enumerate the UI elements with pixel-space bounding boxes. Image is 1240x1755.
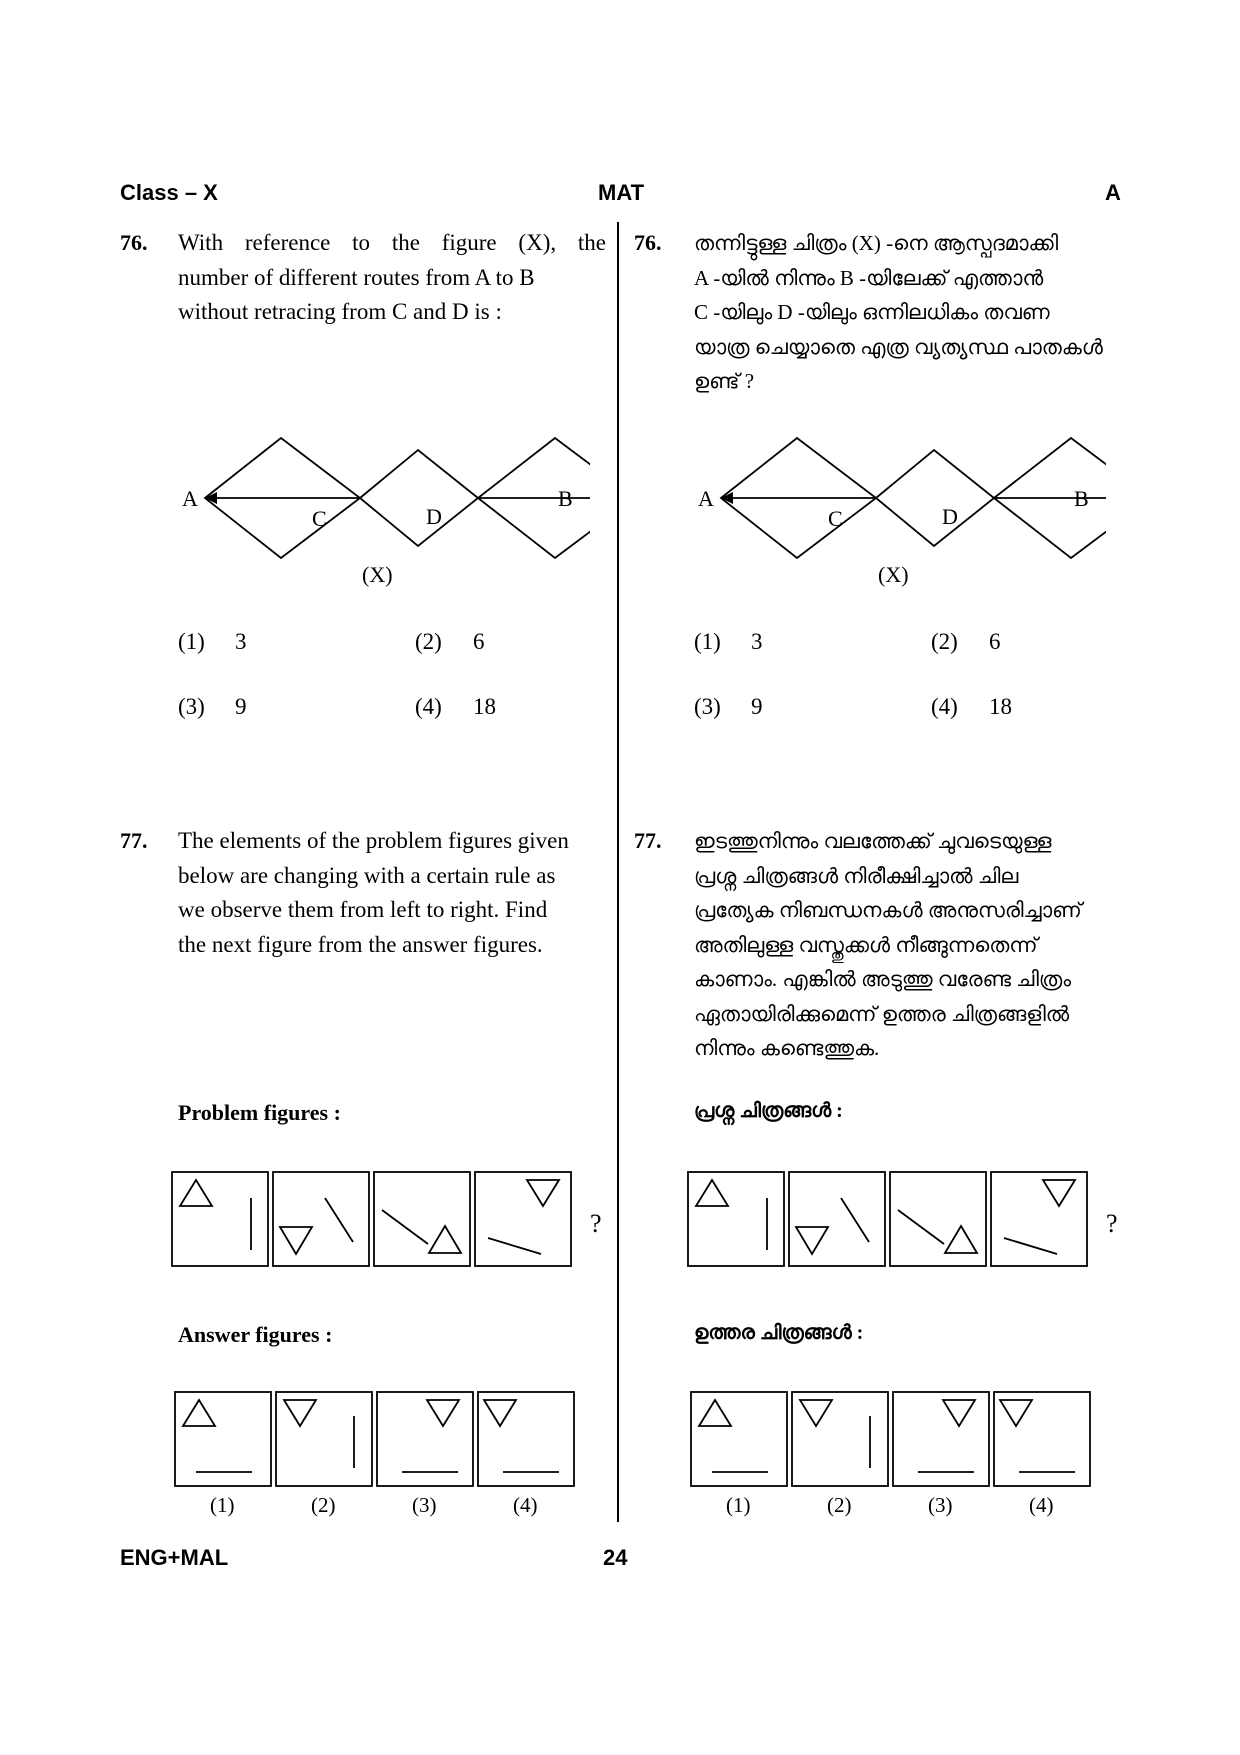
question-77-number-ml: 77. [634, 828, 662, 853]
figure-label-b: B [558, 486, 573, 511]
question-77-number: 77. [120, 828, 148, 853]
figure-label-c: C [828, 506, 843, 531]
answer-label-1: (1) [726, 1493, 751, 1517]
question-76-line-ml: ഉണ്ട് ? [694, 369, 755, 393]
question-77-line-ml: പ്രശ്ന ചിത്രങ്ങൾ നിരീക്ഷിച്ചാൽ ചില [694, 863, 1019, 888]
question-76-line-ml: A -യിൽ നിന്നും B -യിലേക്ക് എത്താൻ [694, 265, 1044, 290]
question-77-line-ml: ഇടത്തുനിന്നും വലത്തേക്ക് ചുവടെയുള്ള [694, 829, 1052, 853]
problem-figure-1 [688, 1172, 784, 1266]
option-label: (3) [178, 694, 205, 719]
problem-figure-2 [273, 1172, 369, 1266]
question-76-text [178, 226, 606, 330]
option-value: 6 [989, 629, 1001, 654]
question-77-line-ml: ഏതായിരിക്കുമെന്ന് ഉത്തര ചിത്രങ്ങളിൽ [694, 1001, 1070, 1026]
answer-label-4: (4) [513, 1493, 538, 1517]
answer-figures [170, 1390, 590, 1520]
question-77-text [178, 824, 606, 962]
figure-label-a: A [698, 486, 714, 511]
option-label: (1) [178, 629, 205, 654]
option-label: (4) [415, 694, 442, 719]
option-label: (2) [415, 629, 442, 654]
answer-figure-2 [792, 1392, 888, 1486]
answer-label-3: (3) [928, 1493, 953, 1517]
problem-figure-2 [789, 1172, 885, 1266]
question-77-line-ml: കാണാം. എങ്കിൽ അടുത്തു വരേണ്ട ചിത്രം [694, 967, 1072, 991]
problem-figure-4 [991, 1172, 1087, 1266]
question-76-line-ml: തന്നിട്ടുള്ള ചിത്രം (X) -നെ ആസ്പദമാക്കി [694, 231, 1059, 255]
page-number: 24 [603, 1545, 628, 1570]
question-76-line-ml: യാത്ര ചെയ്യാതെ എത്ര വ്യത്യസ്ഥ പാതകൾ [694, 334, 1103, 359]
figure-label-d: D [426, 504, 442, 529]
question-77-line: we observe them from left to right. Find [178, 897, 548, 922]
option-label: (3) [694, 694, 721, 719]
answer-figures-heading-ml: ഉത്തര ചിത്രങ്ങൾ : [694, 1322, 864, 1344]
question-mark: ? [590, 1209, 602, 1238]
answer-label-2: (2) [311, 1493, 336, 1517]
answer-label-4: (4) [1029, 1493, 1054, 1517]
answer-label-3: (3) [412, 1493, 437, 1517]
answer-label-2: (2) [827, 1493, 852, 1517]
option-value: 18 [473, 694, 496, 719]
header-subject: MAT [598, 180, 645, 205]
answer-label-1: (1) [210, 1493, 235, 1517]
question-77-line: the next figure from the answer figures. [178, 931, 543, 957]
problem-figures-heading-ml: പ്രശ്ന ചിത്രങ്ങൾ : [694, 1100, 843, 1122]
figure-x-routes [170, 430, 590, 600]
figure-label-d: D [942, 504, 958, 529]
option-value: 18 [989, 694, 1012, 719]
header-set: A [1105, 180, 1121, 205]
question-76-number: 76. [120, 230, 148, 255]
question-77-text-ml [694, 824, 1134, 1066]
column-divider [617, 222, 619, 1522]
question-76-line: number of different routes from A to B [178, 264, 535, 290]
answer-figure-2 [276, 1392, 372, 1486]
option-value: 9 [751, 694, 763, 719]
problem-figures-heading: Problem figures : [178, 1100, 341, 1125]
figure-label-c: C [312, 506, 327, 531]
option-label: (4) [931, 694, 958, 719]
answer-figures-heading: Answer figures : [178, 1322, 333, 1347]
figure-caption: (X) [362, 562, 393, 587]
question-77-line: The elements of the problem figures given [178, 828, 569, 853]
problem-figures-ml [686, 1170, 1126, 1270]
figure-caption: (X) [878, 562, 909, 587]
option-label: (2) [931, 629, 958, 654]
question-77-line-ml: നിന്നും കണ്ടെത്തുക. [694, 1036, 880, 1060]
question-76-text-ml [694, 226, 1134, 399]
question-mark: ? [1106, 1209, 1118, 1238]
footer-language: ENG+MAL [120, 1545, 229, 1570]
figure-label-a: A [182, 486, 198, 511]
question-77-line: below are changing with a certain rule as [178, 862, 556, 888]
problem-figures [170, 1170, 610, 1270]
problem-figure-4 [475, 1172, 571, 1266]
question-76-line: With reference to the figure (X), the [178, 230, 606, 255]
option-value: 6 [473, 629, 485, 654]
figure-label-b: B [1074, 486, 1089, 511]
question-77-line-ml: അതിലുള്ള വസ്തുക്കൾ നീങ്ങുന്നതെന്ന് [694, 932, 1038, 957]
question-76-number-ml: 76. [634, 230, 662, 255]
figure-x-routes-ml [686, 430, 1106, 600]
option-label: (1) [694, 629, 721, 654]
question-76-line-ml: C -യിലും D -യിലും ഒന്നിലധികം തവണ [694, 300, 1050, 324]
problem-figure-3 [890, 1172, 986, 1266]
problem-figure-3 [374, 1172, 470, 1266]
option-value: 9 [235, 694, 247, 719]
option-value: 3 [235, 629, 247, 654]
question-77-line-ml: പ്രത്യേക നിബന്ധനകൾ അനുസരിച്ചാണ് [694, 898, 1082, 922]
header-class: Class – X [120, 180, 218, 205]
question-76-line: without retracing from C and D is : [178, 299, 502, 324]
answer-figures-ml [686, 1390, 1106, 1520]
problem-figure-1 [172, 1172, 268, 1266]
option-value: 3 [751, 629, 763, 654]
